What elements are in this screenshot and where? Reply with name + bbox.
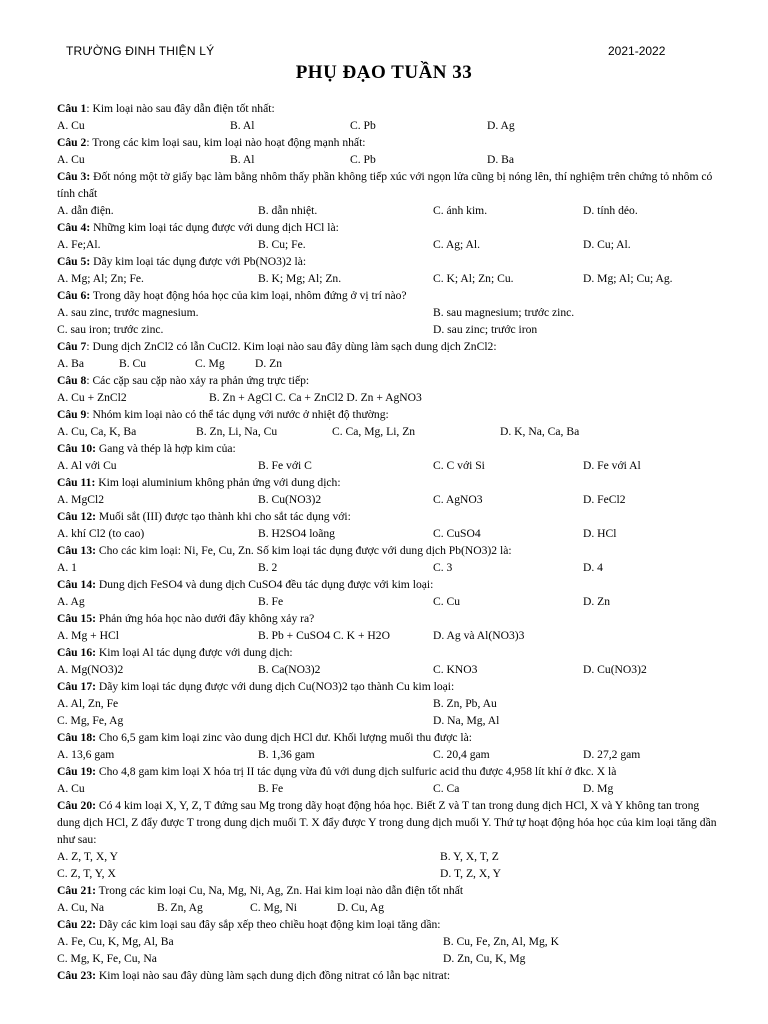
answer-option[interactable]: C. ánh kim.	[433, 204, 488, 217]
answer-row	[57, 423, 717, 440]
answer-option[interactable]: C. 3	[433, 561, 453, 574]
answer-row	[57, 865, 717, 882]
question-label: Câu 17:	[57, 680, 96, 693]
answer-option[interactable]: D. Zn, Cu, K, Mg	[443, 952, 526, 965]
question-text	[57, 474, 717, 491]
answer-row	[57, 304, 717, 321]
answer-option[interactable]: A. khí Cl2 (to cao)	[57, 527, 145, 540]
question-label: Câu 7	[57, 340, 87, 353]
question-body: Muối sắt (III) được tạo thành khi cho sắt tác dụng với:	[95, 510, 351, 523]
answer-option[interactable]: A. Al với Cu	[57, 459, 117, 472]
answer-option[interactable]: D. Ba	[487, 153, 515, 166]
question-text	[57, 287, 717, 304]
question-body: Phản ứng hóa học nào dưới đây không xảy ra?	[95, 612, 315, 625]
question-body: Cho các kim loại: Ni, Fe, Cu, Zn. Số kim loại tác dụng được với dung dịch Pb(NO3)2 là:	[95, 544, 512, 557]
answer-option[interactable]: D. FeCl2	[583, 493, 626, 506]
answer-row	[57, 389, 717, 406]
answer-option[interactable]: B. Pb + CuSO4 C. K + H2O	[258, 629, 390, 642]
page-title: PHỤ ĐẠO TUẦN 33	[295, 62, 473, 83]
answer-option[interactable]: B. Al	[230, 119, 255, 132]
answer-row	[57, 933, 717, 950]
answer-option[interactable]: A. Cu, Na	[57, 901, 105, 914]
answer-option[interactable]: C. Mg	[195, 357, 225, 370]
question-body: Cho 4,8 gam kim loại X hóa trị II tác dụng vừa đủ với dung dịch sulfuric acid thu được 4,958 lít khí ở đkc. X là	[95, 765, 617, 778]
school-name: TRƯỜNG ĐINH THIỆN LÝ	[66, 44, 215, 58]
question-body: Đốt nóng một tờ giấy bạc làm bằng nhôm thấy phần không tiếp xúc với ngọn lửa cũng bị nóng lên, thí nghiệm trên chứng tỏ nhôm có tính chất	[57, 170, 713, 200]
answer-row	[57, 780, 717, 797]
question-label: Câu 23:	[57, 969, 96, 982]
answer-row	[57, 593, 717, 610]
answer-option[interactable]: B. 2	[258, 561, 278, 574]
answer-option[interactable]: A. MgCl2	[57, 493, 105, 506]
question-label: Câu 5:	[57, 255, 91, 268]
answer-option[interactable]: C. Ag; Al.	[433, 238, 481, 251]
answer-row	[57, 950, 717, 967]
answer-option[interactable]: C. CuSO4	[433, 527, 481, 540]
question-text	[57, 882, 717, 899]
answer-option[interactable]: C. Mg, Ni	[250, 901, 298, 914]
answer-option[interactable]: C. C với Si	[433, 459, 485, 472]
answer-option[interactable]: D. Zn	[583, 595, 611, 608]
answer-option[interactable]: D. Ag	[487, 119, 515, 132]
answer-row	[57, 355, 717, 372]
answer-option[interactable]: B. Cu	[119, 357, 147, 370]
answer-option[interactable]: B. Cu; Fe.	[258, 238, 306, 251]
answer-option[interactable]: B. Zn + AgCl C. Ca + ZnCl2 D. Zn + AgNO3	[209, 391, 422, 404]
question-body: Kim loại nào sau đây dùng làm sạch dung dịch đồng nitrat có lẫn bạc nitrat:	[95, 969, 451, 982]
answer-option[interactable]: A. Ag	[57, 595, 85, 608]
question-label: Câu 9	[57, 408, 87, 421]
answer-option[interactable]: B. Cu(NO3)2	[258, 493, 322, 506]
answer-option[interactable]: D. tính dẻo.	[583, 204, 638, 217]
question-list	[57, 100, 717, 984]
answer-option[interactable]: A. dẫn điện.	[57, 204, 114, 217]
question-body: Trong các kim loại Cu, Na, Mg, Ni, Ag, Zn. Hai kim loại nào dẫn điện tốt nhất	[95, 884, 464, 897]
question-text	[57, 576, 717, 593]
question-text	[57, 134, 717, 151]
question-body: Dãy kim loại tác dụng được với Pb(NO3)2 là:	[90, 255, 307, 268]
answer-option[interactable]: B. H2SO4 loãng	[258, 527, 335, 540]
answer-option[interactable]: A. Cu, Ca, K, Ba	[57, 425, 137, 438]
question-label: Câu 16:	[57, 646, 96, 659]
answer-option[interactable]: C. AgNO3	[433, 493, 483, 506]
question-label: Câu 3:	[57, 170, 91, 183]
answer-option[interactable]: B. dẫn nhiệt.	[258, 204, 318, 217]
answer-option[interactable]: D. sau zinc; trước iron	[433, 323, 538, 336]
answer-row	[57, 848, 717, 865]
answer-option[interactable]: D. Cu; Al.	[583, 238, 631, 251]
answer-option[interactable]: B. Zn, Li, Na, Cu	[196, 425, 278, 438]
question-text	[57, 644, 717, 661]
answer-row	[57, 627, 717, 644]
question-text	[57, 508, 717, 525]
question-text	[57, 219, 717, 236]
answer-option[interactable]: C. Cu	[433, 595, 461, 608]
question-label: Câu 8	[57, 374, 87, 387]
answer-option[interactable]: D. Mg; Al; Cu; Ag.	[583, 272, 673, 285]
question-text	[57, 253, 717, 270]
answer-row	[57, 151, 717, 168]
question-text	[57, 610, 717, 627]
question-label: Câu 4:	[57, 221, 91, 234]
answer-option[interactable]: D. Cu(NO3)2	[583, 663, 647, 676]
answer-option[interactable]: A. Fe, Cu, K, Mg, Al, Ba	[57, 935, 174, 948]
answer-option[interactable]: B. Fe	[258, 782, 284, 795]
question-text	[57, 372, 717, 389]
answer-option[interactable]: B. Y, X, T, Z	[440, 850, 499, 863]
question-label: Câu 21:	[57, 884, 96, 897]
answer-option[interactable]: A. Mg; Al; Zn; Fe.	[57, 272, 144, 285]
question-label: Câu 14:	[57, 578, 96, 591]
answer-option[interactable]: A. Cu	[57, 782, 85, 795]
answer-row	[57, 559, 717, 576]
question-text	[57, 967, 717, 984]
answer-option[interactable]: D. Cu, Ag	[337, 901, 385, 914]
school-year: 2021-2022	[608, 44, 666, 58]
answer-row	[57, 202, 717, 219]
answer-option[interactable]: C. 20,4 gam	[433, 748, 490, 761]
answer-row	[57, 661, 717, 678]
answer-option[interactable]: A. Fe;Al.	[57, 238, 101, 251]
answer-option[interactable]: A. Cu + ZnCl2	[57, 391, 127, 404]
question-text	[57, 729, 717, 746]
question-text	[57, 916, 717, 933]
answer-option[interactable]: A. Al, Zn, Fe	[57, 697, 119, 710]
question-label: Câu 11:	[57, 476, 96, 489]
answer-option[interactable]: D. K, Na, Ca, Ba	[500, 425, 580, 438]
question-label: Câu 6:	[57, 289, 91, 302]
answer-row	[57, 899, 717, 916]
answer-option[interactable]: C. Pb	[350, 119, 376, 132]
answer-option[interactable]: C. Z, T, Y, X	[57, 867, 116, 880]
answer-option[interactable]: A. Cu	[57, 119, 85, 132]
answer-option[interactable]: C. Mg, K, Fe, Cu, Na	[57, 952, 157, 965]
answer-option[interactable]: C. Ca	[433, 782, 460, 795]
answer-row	[57, 746, 717, 763]
question-text	[57, 406, 717, 423]
answer-row	[57, 117, 717, 134]
answer-option[interactable]: B. Zn, Pb, Au	[433, 697, 497, 710]
question-text	[57, 168, 717, 202]
question-label: Câu 20:	[57, 799, 96, 812]
question-body: Dãy kim loại tác dụng được với dung dịch Cu(NO3)2 tạo thành Cu kim loại:	[95, 680, 455, 693]
question-body: Những kim loại tác dụng được với dung dịch HCl là:	[90, 221, 339, 234]
answer-option[interactable]: A. Cu	[57, 153, 85, 166]
question-body: Gang và thép là hợp kim của:	[95, 442, 236, 455]
question-label: Câu 19:	[57, 765, 96, 778]
question-body: : Dung dịch ZnCl2 có lẫn CuCl2. Kim loại nào sau đây dùng làm sạch dung dịch ZnCl2:	[86, 340, 497, 353]
question-label: Câu 1	[57, 102, 87, 115]
question-text	[57, 763, 717, 780]
answer-row	[57, 236, 717, 253]
question-label: Câu 10:	[57, 442, 96, 455]
question-body: Có 4 kim loại X, Y, Z, T đứng sau Mg trong dãy hoạt động hóa học. Biết Z và T tan trong dung dịch HCl, X và Y không tan trong dung dịch HCl, Z đẩy được T trong dung dịch muối T. X đẩy được Y trong dung dịch muối Y. Thứ tự hoạt động hóa học của kim loại tăng dần như sau:	[57, 799, 717, 846]
question-body: : Kim loại nào sau đây dẫn điện tốt nhất:	[86, 102, 275, 115]
answer-option[interactable]: D. Ag và Al(NO3)3	[433, 629, 525, 642]
answer-option[interactable]: C. sau iron; trước zinc.	[57, 323, 164, 336]
answer-option[interactable]: C. Pb	[350, 153, 376, 166]
answer-option[interactable]: C. KNO3	[433, 663, 478, 676]
question-body: Dãy các kim loại sau đây sắp xếp theo chiều hoạt động kim loại tăng dần:	[95, 918, 441, 931]
answer-option[interactable]: B. Fe với C	[258, 459, 312, 472]
question-text	[57, 797, 717, 848]
question-text	[57, 338, 717, 355]
answer-option[interactable]: D. 27,2 gam	[583, 748, 641, 761]
question-body: Kim loại aluminium không phản ứng với dung dịch:	[95, 476, 341, 489]
question-label: Câu 22:	[57, 918, 96, 931]
answer-option[interactable]: A. Ba	[57, 357, 85, 370]
answer-option[interactable]: B. Zn, Ag	[157, 901, 203, 914]
answer-row	[57, 525, 717, 542]
answer-option[interactable]: D. Mg	[583, 782, 614, 795]
answer-row	[57, 457, 717, 474]
question-label: Câu 15:	[57, 612, 96, 625]
answer-option[interactable]: C. Mg, Fe, Ag	[57, 714, 124, 727]
answer-row	[57, 491, 717, 508]
question-body: : Các cặp sau cặp nào xảy ra phản ứng trực tiếp:	[86, 374, 310, 387]
answer-option[interactable]: A. Mg(NO3)2	[57, 663, 124, 676]
answer-option[interactable]: B. Ca(NO3)2	[258, 663, 321, 676]
question-body: Cho 6,5 gam kim loại zinc vào dung dịch HCl dư. Khối lượng muối thu được là:	[95, 731, 472, 744]
question-body: Dung dịch FeSO4 và dung dịch CuSO4 đều tác dụng được với kim loại:	[95, 578, 434, 591]
answer-row	[57, 712, 717, 729]
answer-option[interactable]: B. K; Mg; Al; Zn.	[258, 272, 342, 285]
question-label: Câu 12:	[57, 510, 96, 523]
answer-option[interactable]: D. HCl	[583, 527, 617, 540]
answer-option[interactable]: B. Cu, Fe, Zn, Al, Mg, K	[443, 935, 559, 948]
question-text	[57, 100, 717, 117]
answer-option[interactable]: D. T, Z, X, Y	[440, 867, 501, 880]
question-body: Kim loại Al tác dụng được với dung dịch:	[95, 646, 293, 659]
question-text	[57, 440, 717, 457]
answer-option[interactable]: D. Na, Mg, Al	[433, 714, 500, 727]
answer-row	[57, 321, 717, 338]
question-label: Câu 13:	[57, 544, 96, 557]
question-label: Câu 18:	[57, 731, 96, 744]
answer-row	[57, 270, 717, 287]
answer-option[interactable]: A. sau zinc, trước magnesium.	[57, 306, 199, 319]
answer-option[interactable]: C. Ca, Mg, Li, Zn	[332, 425, 416, 438]
question-body: Trong dãy hoạt động hóa học của kim loại, nhôm đứng ở vị trí nào?	[90, 289, 407, 302]
question-body: : Nhóm kim loại nào có thể tác dụng với nước ở nhiệt độ thường:	[86, 408, 389, 421]
question-text	[57, 678, 717, 695]
question-body: : Trong các kim loại sau, kim loại nào hoạt động mạnh nhất:	[86, 136, 366, 149]
answer-option[interactable]: B. Fe	[258, 595, 284, 608]
answer-option[interactable]: C. K; Al; Zn; Cu.	[433, 272, 514, 285]
answer-option[interactable]: A. Mg + HCl	[57, 629, 119, 642]
answer-option[interactable]: A. Z, T, X, Y	[57, 850, 118, 863]
answer-option[interactable]: A. 13,6 gam	[57, 748, 115, 761]
question-label: Câu 2	[57, 136, 87, 149]
answer-option[interactable]: D. Zn	[255, 357, 283, 370]
answer-option[interactable]: B. Al	[230, 153, 255, 166]
answer-option[interactable]: D. Fe với Al	[583, 459, 641, 472]
question-text	[57, 542, 717, 559]
answer-option[interactable]: A. 1	[57, 561, 77, 574]
answer-option[interactable]: D. 4	[583, 561, 603, 574]
answer-option[interactable]: B. 1,36 gam	[258, 748, 315, 761]
answer-option[interactable]: B. sau magnesium; trước zinc.	[433, 306, 575, 319]
answer-row	[57, 695, 717, 712]
